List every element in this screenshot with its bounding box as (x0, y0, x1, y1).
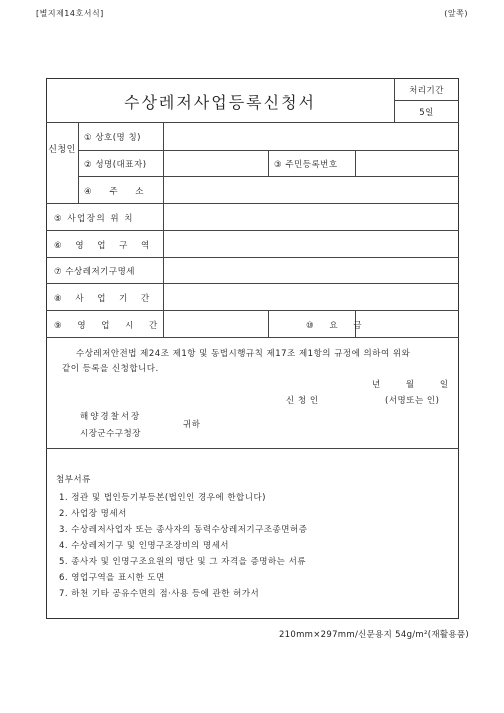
processing-period-value: 5일 (419, 108, 434, 118)
divider (268, 150, 269, 176)
page-side-label: (앞쪽) (444, 9, 468, 18)
equipment-field[interactable] (164, 258, 458, 282)
divider (394, 100, 459, 101)
applicant-label: 신청인 (48, 145, 76, 155)
business-name-label: ① 상호(명 칭) (84, 133, 142, 143)
business-hours-label: ⑨ 영 업 시 간 (54, 321, 158, 331)
form-title: 수상레저사업등록신청서 (123, 92, 317, 112)
equipment-label: ⑦ 수상레저기구명세 (54, 267, 136, 277)
divider (46, 337, 459, 338)
business-area-field[interactable] (164, 231, 458, 256)
statement-line-1: 수상레저안전법 제24조 제1항 및 동법시행규칙 제17조 제1항의 규정에 의하여 위와 (76, 349, 411, 359)
fee-field[interactable] (356, 311, 458, 336)
signer-label: 신 청 인 (286, 396, 319, 406)
representative-label: ② 성명(대표자) (84, 160, 147, 170)
attachment-item: 3. 수상레저사업자 또는 종사자의 동력수상레저기구조종면허증 (59, 525, 308, 535)
attachment-item: 6. 영업구역을 표시한 도면 (59, 573, 165, 583)
attachment-item: 2. 사업장 명세서 (59, 509, 127, 519)
attachment-item: 4. 수상레저기구 및 인명구조장비의 명세서 (59, 541, 230, 551)
signature-note: (서명또는 인) (385, 396, 440, 406)
divider (46, 448, 459, 449)
business-name-field[interactable] (164, 123, 458, 149)
statement-line-2: 같이 등록을 신청합니다. (62, 364, 159, 374)
business-period-field[interactable] (164, 284, 458, 309)
date-line: 년 월 일 (372, 380, 449, 390)
fee-label: ⑩ 요 금 (306, 321, 362, 331)
resident-number-field[interactable] (356, 151, 458, 175)
representative-field[interactable] (164, 151, 267, 175)
honorific: 귀하 (183, 420, 201, 430)
business-location-field[interactable] (164, 204, 458, 229)
divider (78, 122, 79, 203)
business-area-label: ⑥ 영 업 구 역 (54, 241, 150, 251)
paper-spec-footer: 210mm×297mm/신문용지 54g/m²(재활용품) (278, 630, 469, 640)
form-number: [별지제14호서식] (36, 9, 104, 18)
attachment-item: 1. 정관 및 법인등기부등본(법인인 경우에 한합니다) (59, 493, 266, 503)
divider (268, 310, 269, 337)
business-period-label: ⑧ 사 업 기 간 (54, 294, 150, 304)
business-hours-field[interactable] (164, 311, 267, 336)
recipient-mayor: 시장군수구청장 (80, 429, 141, 439)
processing-period-label: 처리기간 (409, 86, 444, 96)
attachment-item: 7. 하천 기타 공유수면의 점·사용 등에 관한 허가서 (59, 589, 260, 599)
attachment-item: 5. 종사자 및 인명구조요원의 명단 및 그 자격을 증명하는 서류 (59, 557, 306, 567)
business-location-label: ⑤ 사업장의 위 치 (54, 214, 134, 224)
address-label: ④ 주 소 (84, 187, 144, 197)
attachments-title: 첨부서류 (56, 475, 91, 485)
resident-number-label: ③ 주민등록번호 (274, 160, 338, 170)
address-field[interactable] (164, 177, 458, 202)
recipient-coast-guard: 해양경찰서장 (80, 412, 142, 422)
